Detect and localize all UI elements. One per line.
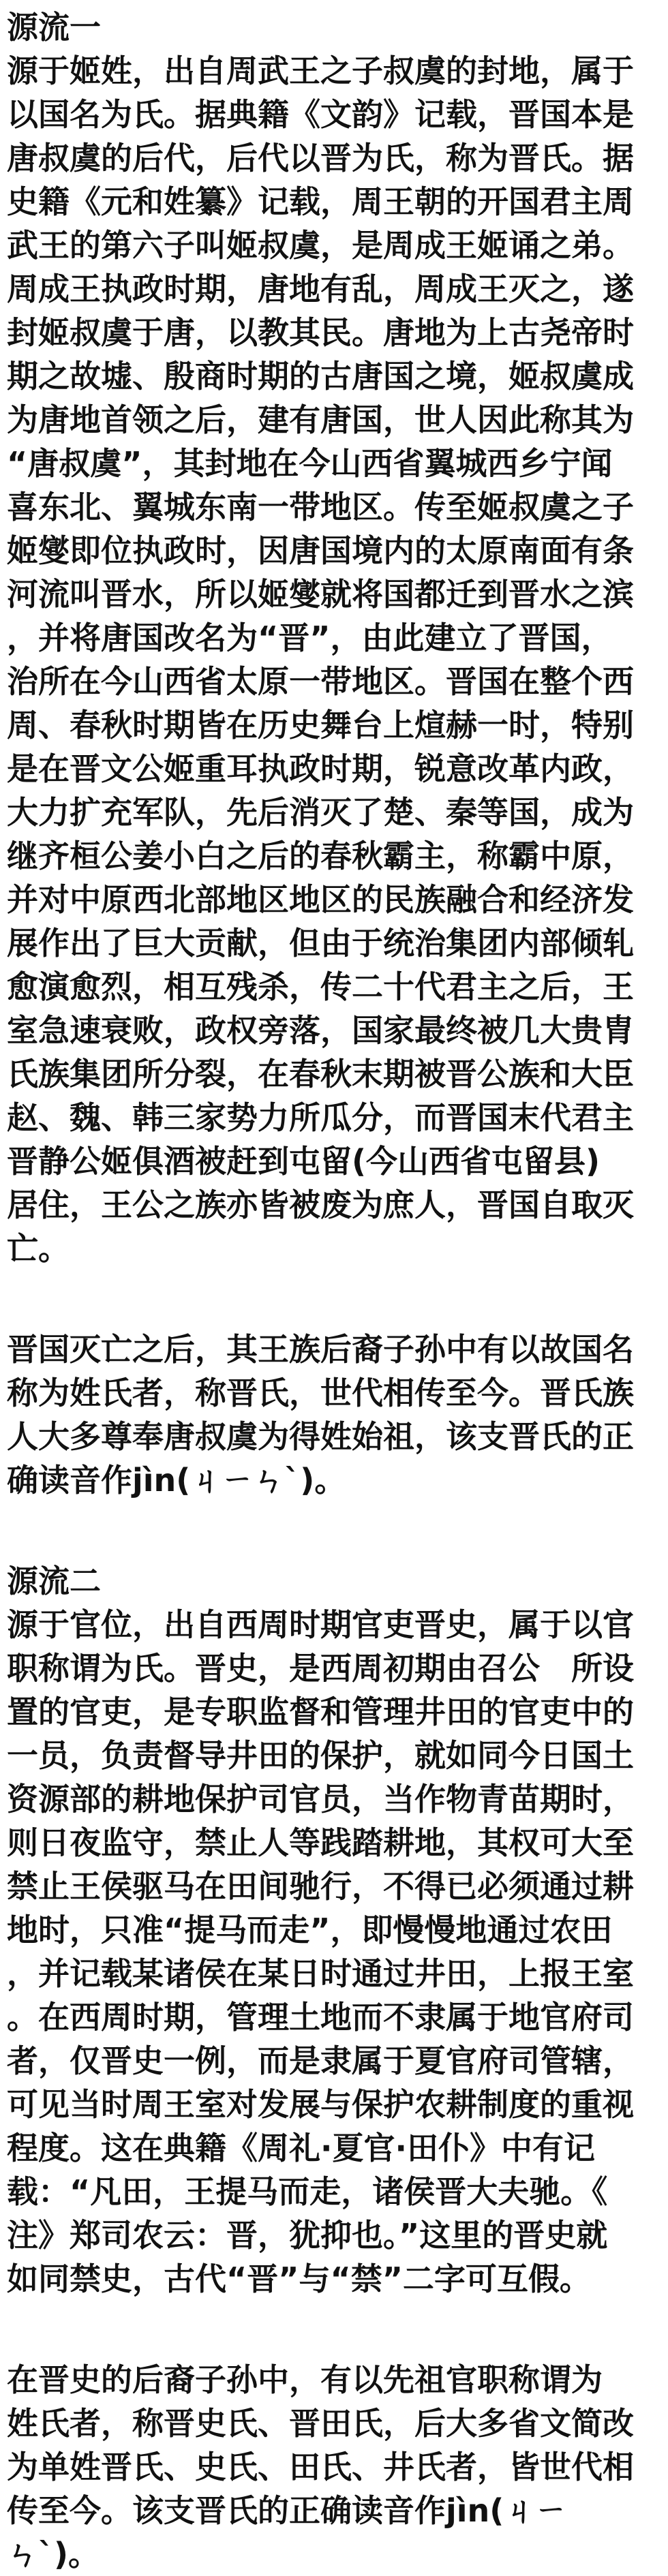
- text-line: 室急速衰败，政权旁落，国家最终被几大贵胄: [7, 1012, 634, 1049]
- paragraph: [7, 1559, 661, 2301]
- section-origin-two: [7, 1559, 661, 2576]
- text-line: 传至今。该支晋氏的正确读音作jìn(ㄐㄧ: [7, 2492, 567, 2529]
- text-line: 是在晋文公姬重耳执政时期，锐意改革内政，: [7, 750, 634, 787]
- document-page: [7, 5, 661, 2576]
- heading-text: 源流二: [7, 1563, 101, 1599]
- text-line: 职称谓为氏。晋史，是西周初期由召公 所设: [7, 1650, 634, 1687]
- text-line: 展作出了巨大贡献，但由于统治集团内部倾轧: [7, 925, 634, 962]
- text-line: ，并将唐国改名为“晋”，由此建立了晋国，: [7, 619, 613, 656]
- text-line: 则日夜监守，禁止人等践踏耕地，其权可大至: [7, 1824, 634, 1861]
- paragraph: [7, 49, 661, 1270]
- paragraph-gap: [7, 2301, 661, 2358]
- text-line: 程度。这在典籍《周礼·夏官·田仆》中有记: [7, 2130, 595, 2166]
- text-line: 以国名为氏。据典籍《文韵》记载，晋国本是: [7, 96, 634, 133]
- text-line: 期之故墟、殷商时期的古唐国之境，姬叔虞成: [7, 358, 634, 395]
- text-line: 可见当时周王室对发展与保护农耕制度的重视: [7, 2086, 634, 2123]
- paragraph: [7, 1328, 661, 1502]
- text-line: 如同禁史，古代“晋”与“禁”二字可互假。: [7, 2260, 591, 2297]
- text-line: 晋国灭亡之后，其王族后裔子孙中有以故国名: [7, 1331, 634, 1368]
- section-gap: [7, 1502, 661, 1559]
- text-line: ㄣˋ)。: [7, 2536, 100, 2573]
- text-line: 资源部的耕地保护司官员，当作物青苗期时，: [7, 1781, 634, 1818]
- text-line: 源于官位，出自西周时期官吏晋史，属于以官: [7, 1606, 634, 1643]
- text-line: 并对中原西北部地区地区的民族融合和经济发: [7, 881, 634, 918]
- text-line: 为单姓晋氏、史氏、田氏、井氏者，皆世代相: [7, 2449, 634, 2485]
- text-line: 一员，负责督导井田的保护，就如同今日国土: [7, 1737, 634, 1774]
- text-line: 在晋史的后裔子孙中，有以先祖官职称谓为: [7, 2361, 603, 2398]
- text-line: 周、春秋时期皆在历史舞台上煊赫一时，特别: [7, 707, 634, 743]
- text-line: 载：“凡田，王提马而走，诸侯晋大夫驰。《: [7, 2173, 608, 2210]
- text-line: 。在西周时期，管理土地而不隶属于地官府司: [7, 1999, 634, 2036]
- text-line: “唐叔虞”，其封地在今山西省翼城西乡宁闻: [7, 445, 613, 482]
- text-line: 者，仅晋史一例，而是隶属于夏官府司管辖，: [7, 2042, 634, 2079]
- paragraph-gap: [7, 1270, 661, 1328]
- text-line: 源于姬姓，出自周武王之子叔虞的封地，属于: [7, 52, 634, 89]
- text-line: 注》郑司农云：晋，犹抑也。”这里的晋史就: [7, 2217, 608, 2254]
- text-line: 亡。: [7, 1230, 70, 1267]
- text-line: 大力扩充军队，先后消灭了楚、秦等国，成为: [7, 794, 634, 831]
- text-line: 封姬叔虞于唐，以教其民。唐地为上古尧帝时: [7, 314, 634, 351]
- text-line: 武王的第六子叫姬叔虞，是周成王姬诵之弟。: [7, 227, 634, 264]
- text-line: 河流叫晋水，所以姬燮就将国都迁到晋水之滨: [7, 576, 634, 613]
- text-line: 赵、魏、韩三家势力所瓜分，而晋国末代君主: [7, 1099, 634, 1136]
- section-origin-one: [7, 5, 661, 1502]
- text-line: 继齐桓公姜小白之后的春秋霸主，称霸中原，: [7, 838, 634, 874]
- paragraph: [7, 2358, 661, 2576]
- text-line: 人大多尊奉唐叔虞为得姓始祖，该支晋氏的正: [7, 1418, 634, 1455]
- section-heading: [7, 5, 661, 49]
- text-line: ，并记载某诸侯在某日时通过井田，上报王室: [7, 1955, 634, 1992]
- text-line: 称为姓氏者，称晋氏，世代相传至今。晋氏族: [7, 1375, 634, 1411]
- text-line: 周成王执政时期，唐地有乱，周成王灭之，遂: [7, 271, 634, 307]
- text-line: 史籍《元和姓纂》记载，周王朝的开国君主周: [7, 183, 634, 220]
- text-line: 晋静公姬俱酒被赶到屯留(今山西省屯留县): [7, 1143, 601, 1180]
- text-line: 确读音作jìn(ㄐㄧㄣˋ)。: [7, 1462, 346, 1499]
- text-line: 为唐地首领之后，建有唐国，世人因此称其为: [7, 401, 634, 438]
- text-line: 姬燮即位执政时，因唐国境内的太原南面有条: [7, 532, 634, 569]
- text-line: 愈演愈烈，相互残杀，传二十代君主之后，王: [7, 968, 634, 1005]
- text-line: 姓氏者，称晋史氏、晋田氏，后大多省文简改: [7, 2405, 634, 2442]
- text-line: 氏族集团所分裂，在春秋末期被晋公族和大臣: [7, 1056, 634, 1092]
- text-line: 唐叔虞的后代，后代以晋为氏，称为晋氏。据: [7, 140, 634, 177]
- text-line: 喜东北、翼城东南一带地区。传至姬叔虞之子: [7, 489, 634, 525]
- text-line: 置的官吏，是专职监督和管理井田的官吏中的: [7, 1693, 634, 1730]
- text-line: 地时，只准“提马而走”，即慢慢地通过农田: [7, 1912, 613, 1948]
- text-line: 治所在今山西省太原一带地区。晋国在整个西: [7, 663, 634, 700]
- text-line: 居住，王公之族亦皆被废为庶人，晋国自取灭: [7, 1186, 634, 1223]
- text-line: 禁止王侯驱马在田间驰行，不得已必须通过耕: [7, 1868, 634, 1905]
- heading-text: 源流一: [7, 9, 101, 46]
